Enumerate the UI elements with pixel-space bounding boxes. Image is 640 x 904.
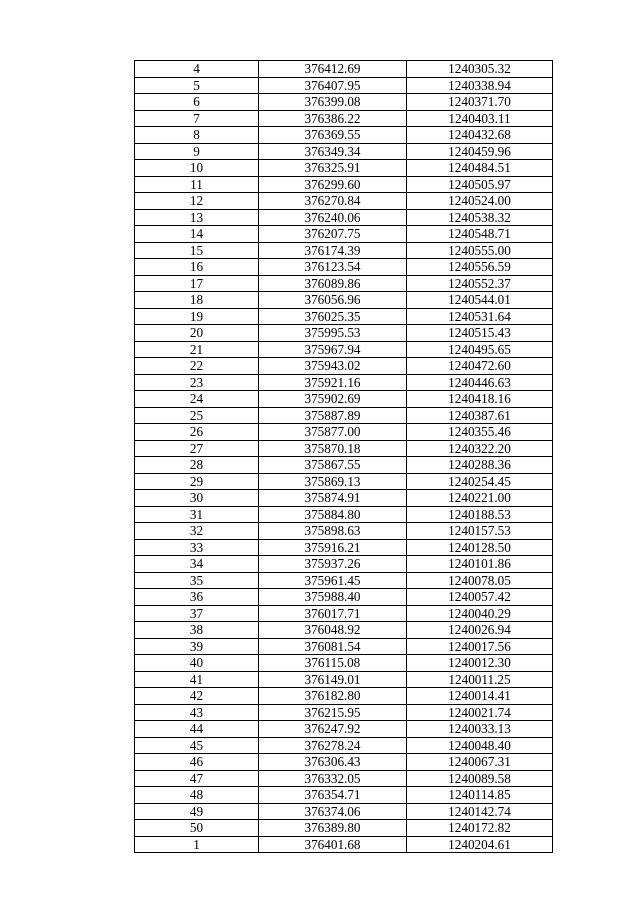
x-coordinate-cell: 375870.18 <box>259 440 407 457</box>
y-coordinate-cell: 1240221.00 <box>407 490 553 507</box>
x-coordinate-cell: 376369.55 <box>259 127 407 144</box>
x-coordinate-cell: 376207.75 <box>259 226 407 243</box>
x-coordinate-cell: 376412.69 <box>259 61 407 78</box>
point-number-cell: 31 <box>135 506 259 523</box>
table-row <box>135 737 553 754</box>
table-row <box>135 61 553 78</box>
table-row <box>135 424 553 441</box>
x-coordinate-cell: 375988.40 <box>259 589 407 606</box>
point-number-cell: 14 <box>135 226 259 243</box>
y-coordinate-cell: 1240556.59 <box>407 259 553 276</box>
x-coordinate-cell: 376399.08 <box>259 94 407 111</box>
coordinate-table <box>134 60 553 853</box>
table-row <box>135 589 553 606</box>
y-coordinate-cell: 1240057.42 <box>407 589 553 606</box>
x-coordinate-cell: 375884.80 <box>259 506 407 523</box>
y-coordinate-cell: 1240544.01 <box>407 292 553 309</box>
table-row <box>135 787 553 804</box>
y-coordinate-cell: 1240157.53 <box>407 523 553 540</box>
x-coordinate-cell: 376149.01 <box>259 671 407 688</box>
point-number-cell: 40 <box>135 655 259 672</box>
y-coordinate-cell: 1240017.56 <box>407 638 553 655</box>
point-number-cell: 48 <box>135 787 259 804</box>
point-number-cell: 25 <box>135 407 259 424</box>
x-coordinate-cell: 376299.60 <box>259 176 407 193</box>
point-number-cell: 21 <box>135 341 259 358</box>
point-number-cell: 50 <box>135 820 259 837</box>
y-coordinate-cell: 1240172.82 <box>407 820 553 837</box>
table-row <box>135 127 553 144</box>
point-number-cell: 6 <box>135 94 259 111</box>
x-coordinate-cell: 376278.24 <box>259 737 407 754</box>
y-coordinate-cell: 1240114.85 <box>407 787 553 804</box>
x-coordinate-cell: 376374.06 <box>259 803 407 820</box>
x-coordinate-cell: 376325.91 <box>259 160 407 177</box>
table-row <box>135 77 553 94</box>
point-number-cell: 28 <box>135 457 259 474</box>
point-number-cell: 35 <box>135 572 259 589</box>
point-number-cell: 33 <box>135 539 259 556</box>
table-row <box>135 457 553 474</box>
table-row <box>135 539 553 556</box>
x-coordinate-cell: 375874.91 <box>259 490 407 507</box>
coordinate-table-body <box>135 61 553 853</box>
y-coordinate-cell: 1240012.30 <box>407 655 553 672</box>
y-coordinate-cell: 1240305.32 <box>407 61 553 78</box>
y-coordinate-cell: 1240067.31 <box>407 754 553 771</box>
y-coordinate-cell: 1240555.00 <box>407 242 553 259</box>
x-coordinate-cell: 375995.53 <box>259 325 407 342</box>
x-coordinate-cell: 375943.02 <box>259 358 407 375</box>
x-coordinate-cell: 376123.54 <box>259 259 407 276</box>
table-row <box>135 94 553 111</box>
x-coordinate-cell: 376048.92 <box>259 622 407 639</box>
y-coordinate-cell: 1240033.13 <box>407 721 553 738</box>
table-row <box>135 292 553 309</box>
y-coordinate-cell: 1240288.36 <box>407 457 553 474</box>
table-row <box>135 721 553 738</box>
table-row <box>135 209 553 226</box>
point-number-cell: 10 <box>135 160 259 177</box>
y-coordinate-cell: 1240078.05 <box>407 572 553 589</box>
x-coordinate-cell: 376270.84 <box>259 193 407 210</box>
table-row <box>135 671 553 688</box>
point-number-cell: 16 <box>135 259 259 276</box>
y-coordinate-cell: 1240472.60 <box>407 358 553 375</box>
x-coordinate-cell: 376354.71 <box>259 787 407 804</box>
table-row <box>135 143 553 160</box>
x-coordinate-cell: 376174.39 <box>259 242 407 259</box>
y-coordinate-cell: 1240505.97 <box>407 176 553 193</box>
table-row <box>135 193 553 210</box>
x-coordinate-cell: 375867.55 <box>259 457 407 474</box>
point-number-cell: 9 <box>135 143 259 160</box>
table-row <box>135 622 553 639</box>
y-coordinate-cell: 1240418.16 <box>407 391 553 408</box>
point-number-cell: 30 <box>135 490 259 507</box>
x-coordinate-cell: 375877.00 <box>259 424 407 441</box>
x-coordinate-cell: 376025.35 <box>259 308 407 325</box>
table-row <box>135 820 553 837</box>
table-row <box>135 308 553 325</box>
y-coordinate-cell: 1240355.46 <box>407 424 553 441</box>
point-number-cell: 20 <box>135 325 259 342</box>
y-coordinate-cell: 1240403.11 <box>407 110 553 127</box>
table-row <box>135 655 553 672</box>
x-coordinate-cell: 375967.94 <box>259 341 407 358</box>
x-coordinate-cell: 375937.26 <box>259 556 407 573</box>
point-number-cell: 38 <box>135 622 259 639</box>
table-row <box>135 523 553 540</box>
table-row <box>135 770 553 787</box>
table-row <box>135 391 553 408</box>
point-number-cell: 27 <box>135 440 259 457</box>
table-row <box>135 572 553 589</box>
table-row <box>135 226 553 243</box>
table-row <box>135 704 553 721</box>
y-coordinate-cell: 1240021.74 <box>407 704 553 721</box>
point-number-cell: 46 <box>135 754 259 771</box>
point-number-cell: 42 <box>135 688 259 705</box>
y-coordinate-cell: 1240026.94 <box>407 622 553 639</box>
y-coordinate-cell: 1240484.51 <box>407 160 553 177</box>
y-coordinate-cell: 1240432.68 <box>407 127 553 144</box>
x-coordinate-cell: 376389.80 <box>259 820 407 837</box>
table-row <box>135 556 553 573</box>
x-coordinate-cell: 375916.21 <box>259 539 407 556</box>
x-coordinate-cell: 376332.05 <box>259 770 407 787</box>
point-number-cell: 13 <box>135 209 259 226</box>
table-row <box>135 490 553 507</box>
point-number-cell: 49 <box>135 803 259 820</box>
point-number-cell: 29 <box>135 473 259 490</box>
point-number-cell: 37 <box>135 605 259 622</box>
x-coordinate-cell: 375921.16 <box>259 374 407 391</box>
x-coordinate-cell: 376407.95 <box>259 77 407 94</box>
table-row <box>135 754 553 771</box>
x-coordinate-cell: 376401.68 <box>259 836 407 853</box>
point-number-cell: 8 <box>135 127 259 144</box>
x-coordinate-cell: 375902.69 <box>259 391 407 408</box>
x-coordinate-cell: 375898.63 <box>259 523 407 540</box>
table-row <box>135 242 553 259</box>
table-row <box>135 407 553 424</box>
table-row <box>135 836 553 853</box>
y-coordinate-cell: 1240204.61 <box>407 836 553 853</box>
x-coordinate-cell: 375961.45 <box>259 572 407 589</box>
point-number-cell: 7 <box>135 110 259 127</box>
y-coordinate-cell: 1240048.40 <box>407 737 553 754</box>
point-number-cell: 44 <box>135 721 259 738</box>
point-number-cell: 41 <box>135 671 259 688</box>
y-coordinate-cell: 1240188.53 <box>407 506 553 523</box>
y-coordinate-cell: 1240531.64 <box>407 308 553 325</box>
point-number-cell: 22 <box>135 358 259 375</box>
point-number-cell: 45 <box>135 737 259 754</box>
point-number-cell: 11 <box>135 176 259 193</box>
table-row <box>135 688 553 705</box>
point-number-cell: 34 <box>135 556 259 573</box>
table-row <box>135 374 553 391</box>
y-coordinate-cell: 1240142.74 <box>407 803 553 820</box>
y-coordinate-cell: 1240254.45 <box>407 473 553 490</box>
table-row <box>135 358 553 375</box>
point-number-cell: 18 <box>135 292 259 309</box>
y-coordinate-cell: 1240459.96 <box>407 143 553 160</box>
point-number-cell: 5 <box>135 77 259 94</box>
x-coordinate-cell: 376247.92 <box>259 721 407 738</box>
y-coordinate-cell: 1240495.65 <box>407 341 553 358</box>
x-coordinate-cell: 376056.96 <box>259 292 407 309</box>
y-coordinate-cell: 1240552.37 <box>407 275 553 292</box>
table-row <box>135 259 553 276</box>
point-number-cell: 4 <box>135 61 259 78</box>
x-coordinate-cell: 376089.86 <box>259 275 407 292</box>
table-row <box>135 341 553 358</box>
point-number-cell: 24 <box>135 391 259 408</box>
y-coordinate-cell: 1240101.86 <box>407 556 553 573</box>
point-number-cell: 39 <box>135 638 259 655</box>
y-coordinate-cell: 1240011.25 <box>407 671 553 688</box>
x-coordinate-cell: 376240.06 <box>259 209 407 226</box>
table-row <box>135 506 553 523</box>
table-row <box>135 275 553 292</box>
x-coordinate-cell: 376081.54 <box>259 638 407 655</box>
table-row <box>135 110 553 127</box>
y-coordinate-cell: 1240014.41 <box>407 688 553 705</box>
table-row <box>135 638 553 655</box>
y-coordinate-cell: 1240446.63 <box>407 374 553 391</box>
x-coordinate-cell: 376386.22 <box>259 110 407 127</box>
y-coordinate-cell: 1240040.29 <box>407 605 553 622</box>
point-number-cell: 17 <box>135 275 259 292</box>
table-row <box>135 440 553 457</box>
x-coordinate-cell: 376115.08 <box>259 655 407 672</box>
x-coordinate-cell: 376306.43 <box>259 754 407 771</box>
point-number-cell: 15 <box>135 242 259 259</box>
y-coordinate-cell: 1240338.94 <box>407 77 553 94</box>
table-row <box>135 473 553 490</box>
y-coordinate-cell: 1240515.43 <box>407 325 553 342</box>
table-row <box>135 325 553 342</box>
y-coordinate-cell: 1240128.50 <box>407 539 553 556</box>
table-row <box>135 160 553 177</box>
x-coordinate-cell: 376017.71 <box>259 605 407 622</box>
y-coordinate-cell: 1240371.70 <box>407 94 553 111</box>
y-coordinate-cell: 1240387.61 <box>407 407 553 424</box>
point-number-cell: 23 <box>135 374 259 391</box>
y-coordinate-cell: 1240548.71 <box>407 226 553 243</box>
x-coordinate-cell: 375887.89 <box>259 407 407 424</box>
point-number-cell: 26 <box>135 424 259 441</box>
table-row <box>135 605 553 622</box>
point-number-cell: 19 <box>135 308 259 325</box>
point-number-cell: 47 <box>135 770 259 787</box>
point-number-cell: 1 <box>135 836 259 853</box>
point-number-cell: 12 <box>135 193 259 210</box>
x-coordinate-cell: 375869.13 <box>259 473 407 490</box>
x-coordinate-cell: 376182.80 <box>259 688 407 705</box>
y-coordinate-cell: 1240322.20 <box>407 440 553 457</box>
point-number-cell: 32 <box>135 523 259 540</box>
table-row <box>135 176 553 193</box>
table-row <box>135 803 553 820</box>
x-coordinate-cell: 376349.34 <box>259 143 407 160</box>
point-number-cell: 36 <box>135 589 259 606</box>
x-coordinate-cell: 376215.95 <box>259 704 407 721</box>
point-number-cell: 43 <box>135 704 259 721</box>
y-coordinate-cell: 1240538.32 <box>407 209 553 226</box>
y-coordinate-cell: 1240524.00 <box>407 193 553 210</box>
y-coordinate-cell: 1240089.58 <box>407 770 553 787</box>
